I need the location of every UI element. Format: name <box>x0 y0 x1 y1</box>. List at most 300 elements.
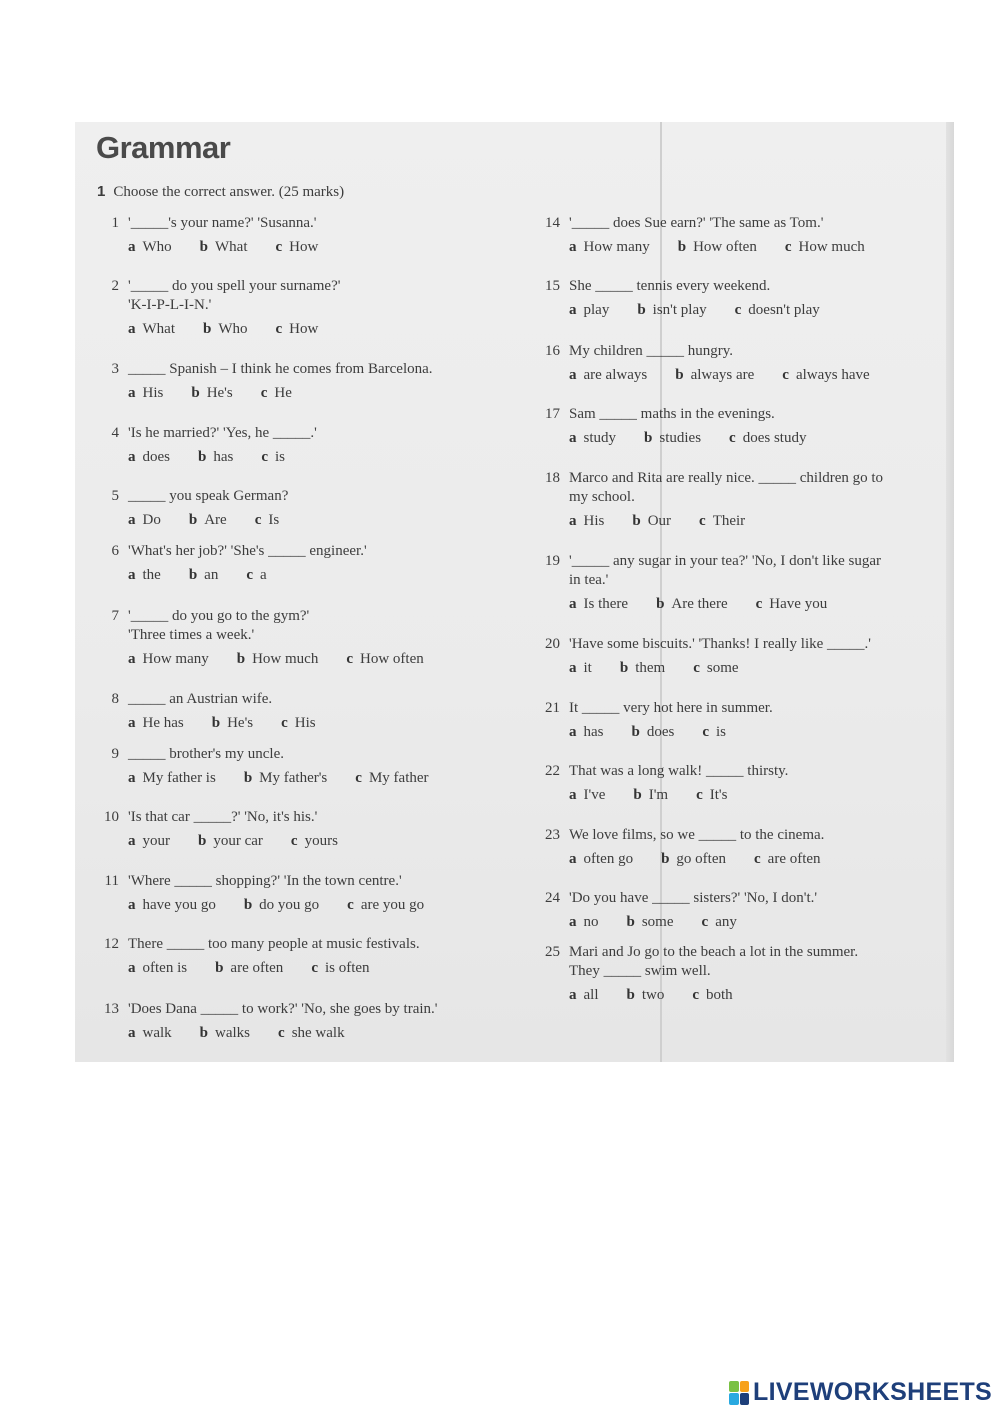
option-text: two <box>641 987 665 1003</box>
option-letter: b <box>243 770 253 786</box>
option-b[interactable] <box>633 786 668 805</box>
option-a[interactable] <box>569 238 650 257</box>
option-a[interactable] <box>128 832 170 851</box>
answer-options <box>569 301 848 320</box>
option-letter: a <box>569 724 577 740</box>
question-number: 4 <box>111 425 119 441</box>
question-8 <box>111 690 344 733</box>
liveworksheets-logo <box>729 1378 992 1407</box>
answer-options <box>128 511 307 530</box>
option-text: He <box>274 385 292 401</box>
option-letter: a <box>569 660 577 676</box>
option-text: He's <box>227 715 254 731</box>
option-letter: b <box>243 897 253 913</box>
option-letter: b <box>198 833 207 849</box>
option-a[interactable] <box>569 366 647 385</box>
option-text: does <box>646 724 675 740</box>
option-text: How often <box>693 239 757 255</box>
question-text: '_____'s your name?' 'Susanna.' <box>128 215 317 231</box>
question-9 <box>111 745 457 788</box>
logo-text: LIVEWORKSHEETS <box>753 1378 992 1406</box>
option-c[interactable] <box>699 512 745 531</box>
option-b[interactable] <box>620 659 665 678</box>
option-text: has <box>213 449 234 465</box>
question-number: 10 <box>104 809 119 825</box>
option-text: Is <box>268 512 280 528</box>
option-text: Our <box>647 513 672 529</box>
option-b[interactable] <box>215 959 283 978</box>
question-number: 9 <box>111 746 119 762</box>
option-text: walk <box>142 1025 172 1041</box>
option-letter: b <box>675 367 684 383</box>
option-letter: c <box>311 960 318 976</box>
option-text: studies <box>659 430 702 446</box>
answer-options <box>569 913 817 932</box>
option-letter: a <box>128 449 136 465</box>
question-10 <box>104 808 366 851</box>
option-letter: c <box>699 513 706 529</box>
answer-options <box>569 429 834 448</box>
option-letter: a <box>569 787 577 803</box>
option-text: doesn't play <box>748 302 820 318</box>
option-text: is often <box>324 960 370 976</box>
question-23 <box>545 826 849 869</box>
option-text: How many <box>142 651 209 667</box>
page-title: Grammar <box>96 130 231 165</box>
option-text: Who <box>142 239 172 255</box>
question-19 <box>545 552 881 614</box>
option-b[interactable] <box>198 448 233 467</box>
question-5 <box>111 487 307 530</box>
option-text: study <box>583 430 617 446</box>
option-letter: a <box>128 512 136 528</box>
answer-options <box>128 714 344 733</box>
option-text: an <box>204 567 219 583</box>
option-letter: c <box>281 715 288 731</box>
answer-options <box>569 723 773 742</box>
option-text: has <box>583 724 604 740</box>
option-c[interactable] <box>702 913 737 932</box>
question-6 <box>111 542 367 585</box>
option-text: His <box>142 385 164 401</box>
question-text-continued: 'Three times a week.' <box>128 627 255 643</box>
instruction-text: Choose the correct answer. (25 marks) <box>113 184 345 200</box>
option-text: both <box>706 987 733 1003</box>
option-c[interactable] <box>346 650 423 669</box>
question-number: 21 <box>545 700 560 716</box>
option-b[interactable] <box>191 384 232 403</box>
option-a[interactable] <box>569 512 604 531</box>
option-text: My father is <box>142 770 216 786</box>
option-c[interactable] <box>246 566 266 585</box>
question-number: 24 <box>545 890 560 906</box>
question-4 <box>111 424 317 467</box>
option-text: is <box>275 449 286 465</box>
option-letter: a <box>569 239 577 255</box>
option-a[interactable] <box>569 659 592 678</box>
question-number: 17 <box>545 406 560 422</box>
answer-options <box>569 366 898 385</box>
option-c[interactable] <box>276 320 319 339</box>
question-number: 8 <box>111 691 119 707</box>
question-text: There _____ too many people at music festivals. <box>128 936 420 952</box>
option-letter: b <box>631 724 640 740</box>
option-b[interactable] <box>200 1024 250 1043</box>
option-c[interactable] <box>782 366 869 385</box>
option-c[interactable] <box>261 448 285 467</box>
answer-options <box>569 850 849 869</box>
option-a[interactable] <box>128 238 172 257</box>
option-letter: b <box>626 914 635 930</box>
option-text: How <box>289 239 319 255</box>
option-a[interactable] <box>128 384 163 403</box>
option-letter: c <box>347 897 354 913</box>
option-letter: c <box>784 239 792 255</box>
question-number: 25 <box>545 944 560 960</box>
answer-options <box>128 238 346 257</box>
question-text: '_____ do you spell your surname?' <box>128 278 341 294</box>
option-text: no <box>583 914 599 930</box>
question-text: My children _____ hungry. <box>569 343 734 359</box>
question-text: _____ brother's my uncle. <box>128 746 285 762</box>
question-14 <box>545 214 893 257</box>
option-a[interactable] <box>569 429 616 448</box>
option-text: does study <box>742 430 807 446</box>
option-letter: a <box>569 513 577 529</box>
question-16 <box>545 342 898 385</box>
option-letter: b <box>188 512 198 528</box>
question-number: 6 <box>111 543 119 559</box>
option-text: I've <box>583 787 606 803</box>
option-a[interactable] <box>569 786 605 805</box>
option-a[interactable] <box>128 1024 172 1043</box>
question-number: 11 <box>104 873 119 889</box>
option-c[interactable] <box>754 850 821 869</box>
option-c[interactable] <box>355 769 428 788</box>
option-text: the <box>142 567 161 583</box>
option-text: always have <box>795 367 870 383</box>
question-number: 12 <box>104 936 119 952</box>
answer-options <box>128 650 452 669</box>
option-text: His <box>294 715 316 731</box>
option-text: Do <box>142 512 161 528</box>
option-c[interactable] <box>278 1024 345 1043</box>
question-text-continued: in tea.' <box>569 572 609 588</box>
option-b[interactable] <box>200 238 248 257</box>
option-text: a <box>260 567 267 583</box>
option-letter: a <box>128 239 136 255</box>
option-letter: b <box>199 239 209 255</box>
option-b[interactable] <box>244 769 327 788</box>
logo-square-orange <box>740 1381 750 1393</box>
option-b[interactable] <box>627 913 674 932</box>
option-text: He has <box>142 715 184 731</box>
option-b[interactable] <box>678 238 757 257</box>
option-letter: a <box>128 897 136 913</box>
option-b[interactable] <box>203 320 248 339</box>
option-letter: b <box>202 321 212 337</box>
option-letter: a <box>569 851 577 867</box>
option-letter: b <box>661 851 670 867</box>
option-text: How <box>289 321 319 337</box>
question-text: _____ Spanish – I think he comes from Barcelona. <box>128 361 433 377</box>
option-text: are always <box>583 367 648 383</box>
option-c[interactable] <box>261 384 292 403</box>
answer-options <box>569 986 858 1005</box>
option-text: How often <box>360 651 424 667</box>
option-b[interactable] <box>212 714 253 733</box>
answer-options <box>569 595 881 614</box>
question-number: 20 <box>545 636 560 652</box>
option-text: your <box>142 833 170 849</box>
question-text-continued: 'K-I-P-L-I-N.' <box>128 297 212 313</box>
option-text: always are <box>690 367 755 383</box>
question-number: 23 <box>545 827 560 843</box>
option-c[interactable] <box>729 429 806 448</box>
option-a[interactable] <box>128 896 216 915</box>
option-letter: c <box>702 724 710 740</box>
option-letter: a <box>569 914 577 930</box>
option-text: What <box>142 321 175 337</box>
answer-options <box>128 1024 438 1043</box>
option-b[interactable] <box>627 986 665 1005</box>
option-letter: b <box>236 651 246 667</box>
option-a[interactable] <box>128 566 161 585</box>
question-number: 19 <box>545 553 560 569</box>
question-text: '_____ does Sue earn?' 'The same as Tom.' <box>569 215 824 231</box>
option-text: My father <box>368 770 429 786</box>
question-text: She _____ tennis every weekend. <box>569 278 771 294</box>
question-2 <box>111 277 346 339</box>
option-b[interactable] <box>644 429 701 448</box>
option-a[interactable] <box>128 959 187 978</box>
option-text: have you go <box>142 897 216 913</box>
option-letter: c <box>755 596 763 612</box>
option-letter: a <box>569 430 577 446</box>
option-b[interactable] <box>661 850 726 869</box>
answer-options <box>128 566 367 585</box>
option-c[interactable] <box>255 511 280 530</box>
answer-options <box>128 832 366 851</box>
question-text: 'Is that car _____?' 'No, it's his.' <box>128 809 318 825</box>
option-text: any <box>715 914 737 930</box>
option-letter: c <box>754 851 761 867</box>
option-letter: c <box>696 787 703 803</box>
option-text: His <box>583 513 605 529</box>
option-letter: c <box>782 367 789 383</box>
option-b[interactable] <box>198 832 263 851</box>
option-b[interactable] <box>189 566 219 585</box>
question-text: _____ you speak German? <box>128 488 289 504</box>
option-text: My father's <box>259 770 328 786</box>
answer-options <box>569 786 788 805</box>
question-text: 'Have some biscuits.' 'Thanks! I really like _____.' <box>569 636 871 652</box>
option-text: Is there <box>583 596 629 612</box>
question-text: 'Does Dana _____ to work?' 'No, she goes by train.' <box>128 1001 438 1017</box>
option-letter: c <box>278 1025 285 1041</box>
question-21 <box>545 699 773 742</box>
option-c[interactable] <box>693 659 738 678</box>
option-text: some <box>706 660 739 676</box>
option-letter: a <box>128 770 136 786</box>
option-b[interactable] <box>675 366 754 385</box>
option-letter: c <box>355 770 362 786</box>
option-text: often is <box>142 960 188 976</box>
answer-options <box>128 959 420 978</box>
option-c[interactable] <box>692 986 732 1005</box>
option-letter: c <box>346 651 354 667</box>
option-b[interactable] <box>237 650 319 669</box>
question-number: 22 <box>545 763 560 779</box>
question-text: Mari and Jo go to the beach a lot in the summer. <box>569 944 859 960</box>
option-text: all <box>583 987 599 1003</box>
option-letter: a <box>128 960 136 976</box>
option-text: walks <box>215 1025 251 1041</box>
question-24 <box>545 889 818 932</box>
option-c[interactable] <box>276 238 319 257</box>
logo-square-blue <box>729 1393 739 1405</box>
option-a[interactable] <box>128 448 170 467</box>
option-letter: b <box>637 302 646 318</box>
option-letter: c <box>693 660 700 676</box>
question-text: It _____ very hot here in summer. <box>569 700 773 716</box>
option-a[interactable] <box>128 320 175 339</box>
option-text: It's <box>709 787 728 803</box>
question-7 <box>111 607 452 669</box>
option-c[interactable] <box>281 714 316 733</box>
question-text: '_____ do you go to the gym?' <box>128 608 310 624</box>
option-a[interactable] <box>128 511 161 530</box>
question-number: 18 <box>545 470 560 486</box>
question-text: 'Where _____ shopping?' 'In the town centre.' <box>128 873 402 889</box>
option-a[interactable] <box>569 850 633 869</box>
option-a[interactable] <box>569 301 609 320</box>
answer-options <box>128 896 452 915</box>
option-a[interactable] <box>569 913 599 932</box>
option-text: it <box>583 660 592 676</box>
option-c[interactable] <box>311 959 369 978</box>
scanned-page <box>75 122 954 1062</box>
option-a[interactable] <box>569 986 599 1005</box>
option-c[interactable] <box>756 595 828 614</box>
option-letter: b <box>656 596 665 612</box>
option-letter: a <box>569 302 577 318</box>
option-text: she walk <box>291 1025 345 1041</box>
option-text: Have you <box>769 596 828 612</box>
option-letter: c <box>701 914 709 930</box>
option-b[interactable] <box>189 511 227 530</box>
instruction-number: 1 <box>97 183 106 200</box>
option-text: How much <box>252 651 319 667</box>
answer-options <box>569 659 871 678</box>
option-letter: a <box>569 367 577 383</box>
option-letter: c <box>692 987 700 1003</box>
option-text: Are <box>204 512 227 528</box>
question-text: 'Is he married?' 'Yes, he _____.' <box>128 425 317 441</box>
option-text: He's <box>206 385 233 401</box>
answer-options <box>128 320 346 339</box>
logo-square-green <box>729 1381 739 1393</box>
option-letter: c <box>260 385 268 401</box>
question-12 <box>104 935 420 978</box>
option-letter: a <box>569 596 577 612</box>
option-letter: b <box>215 960 224 976</box>
option-c[interactable] <box>785 238 865 257</box>
question-25 <box>545 943 859 1005</box>
question-13 <box>104 1000 438 1043</box>
option-text: How many <box>583 239 650 255</box>
question-17 <box>545 405 834 448</box>
option-b[interactable] <box>656 595 728 614</box>
option-a[interactable] <box>128 714 184 733</box>
option-a[interactable] <box>128 769 216 788</box>
option-letter: c <box>275 239 283 255</box>
answer-options <box>569 512 883 531</box>
option-text: are often <box>767 851 821 867</box>
question-22 <box>545 762 789 805</box>
option-text: are you go <box>360 897 425 913</box>
option-letter: b <box>191 385 200 401</box>
question-text: Marco and Rita are really nice. _____ children go to <box>569 470 884 486</box>
option-letter: c <box>729 430 736 446</box>
option-text: some <box>641 914 674 930</box>
question-text: 'Do you have _____ sisters?' 'No, I don't.' <box>569 890 818 906</box>
option-c[interactable] <box>696 786 727 805</box>
option-text: go often <box>676 851 726 867</box>
answer-options <box>128 448 317 467</box>
option-text: Their <box>712 513 746 529</box>
question-number: 3 <box>111 361 119 377</box>
answer-options <box>128 769 457 788</box>
option-letter: b <box>188 567 198 583</box>
question-15 <box>545 277 848 320</box>
question-number: 16 <box>545 343 560 359</box>
option-letter: b <box>632 513 641 529</box>
question-18 <box>545 469 884 531</box>
question-3 <box>111 360 433 403</box>
option-a[interactable] <box>128 650 209 669</box>
option-c[interactable] <box>702 723 726 742</box>
option-c[interactable] <box>291 832 338 851</box>
option-b[interactable] <box>632 723 675 742</box>
option-text: Who <box>218 321 248 337</box>
option-text: Are there <box>671 596 728 612</box>
question-number: 2 <box>111 278 119 294</box>
option-text: them <box>635 660 666 676</box>
page-edge-shadow <box>946 122 954 1062</box>
option-letter: a <box>128 715 136 731</box>
option-c[interactable] <box>735 301 820 320</box>
option-b[interactable] <box>632 512 671 531</box>
option-letter: b <box>633 787 642 803</box>
option-c[interactable] <box>347 896 424 915</box>
option-b[interactable] <box>637 301 706 320</box>
option-text: yours <box>304 833 338 849</box>
option-letter: b <box>198 449 207 465</box>
option-a[interactable] <box>569 723 604 742</box>
option-text: does <box>142 449 170 465</box>
option-text: How much <box>798 239 865 255</box>
question-number: 7 <box>111 608 119 624</box>
question-number: 13 <box>104 1001 119 1017</box>
option-letter: c <box>254 512 262 528</box>
option-text: play <box>583 302 610 318</box>
option-a[interactable] <box>569 595 628 614</box>
option-b[interactable] <box>244 896 319 915</box>
option-letter: b <box>677 239 687 255</box>
option-letter: a <box>128 651 136 667</box>
option-letter: c <box>734 302 742 318</box>
